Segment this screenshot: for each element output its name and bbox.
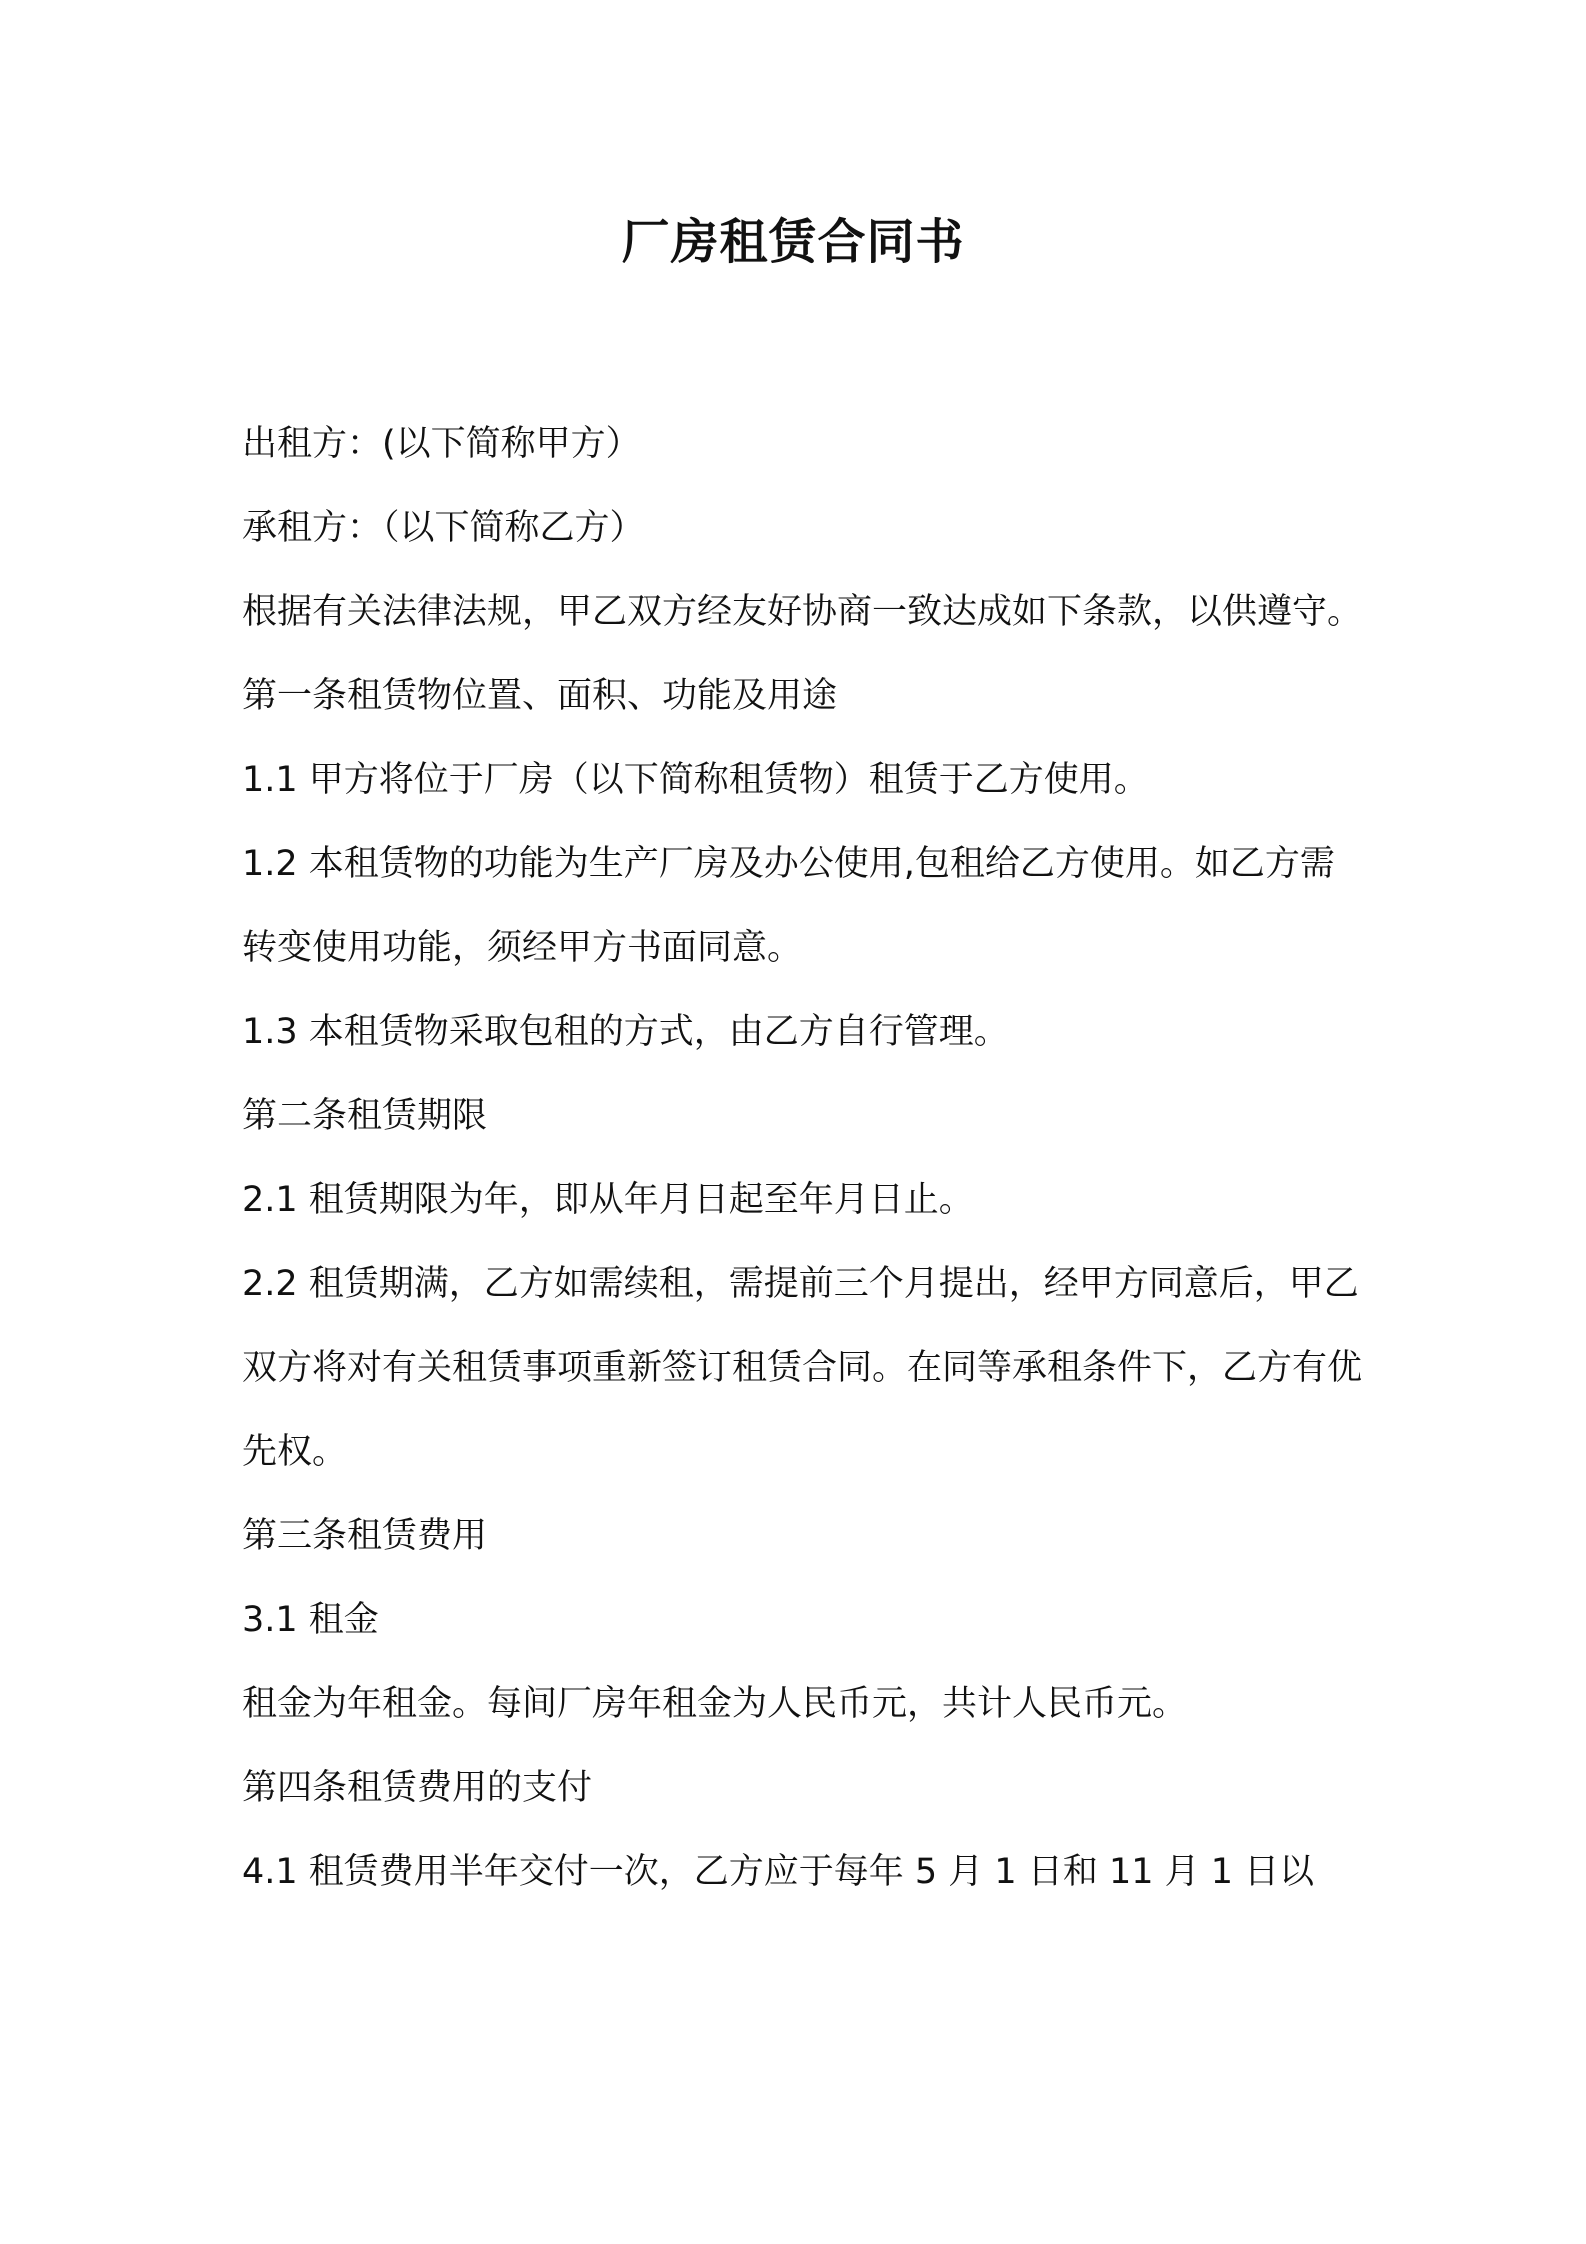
clause-4-1: 4.1 租赁费用半年交付一次，乙方应于每年 5 月 1 日和 11 月 1 日以 [242, 1852, 1315, 1892]
article-4-heading: 第四条租赁费用的支付 [242, 1768, 593, 1808]
article-1-heading: 第一条租赁物位置、面积、功能及用途 [242, 676, 838, 716]
party-a-line: 出租方：(以下简称甲方） [242, 424, 641, 464]
clause-1-2: 1.2 本租赁物的功能为生产厂房及办公使用,包租给乙方使用。如乙方需转变使用功能，须经甲方书面同意。 [242, 844, 1335, 968]
document-body [242, 402, 1362, 1914]
clause-3-1-heading: 3.1 租金 [242, 1600, 379, 1640]
party-b-line: 承租方：（以下简称乙方） [242, 508, 645, 548]
clause-2-1: 2.1 租赁期限为年，即从年月日起至年月日止。 [242, 1180, 974, 1220]
article-3-heading: 第三条租赁费用 [242, 1516, 488, 1556]
preamble-paragraph: 根据有关法律法规，甲乙双方经友好协商一致达成如下条款，以供遵守。 [242, 592, 1363, 632]
clause-1-3: 1.3 本租赁物采取包租的方式，由乙方自行管理。 [242, 1012, 1009, 1052]
clause-3-1-text: 租金为年租金。每间厂房年租金为人民币元，共计人民币元。 [242, 1684, 1188, 1724]
clause-2-2: 2.2 租赁期满，乙方如需续租，需提前三个月提出，经甲方同意后，甲乙双方将对有关租赁事项重新签订租赁合同。在同等承租条件下，乙方有优先权。 [242, 1264, 1363, 1472]
document-title: 厂房租赁合同书 [621, 214, 965, 270]
article-2-heading: 第二条租赁期限 [242, 1096, 488, 1136]
clause-1-1: 1.1 甲方将位于厂房（以下简称租赁物）租赁于乙方使用。 [242, 760, 1149, 800]
